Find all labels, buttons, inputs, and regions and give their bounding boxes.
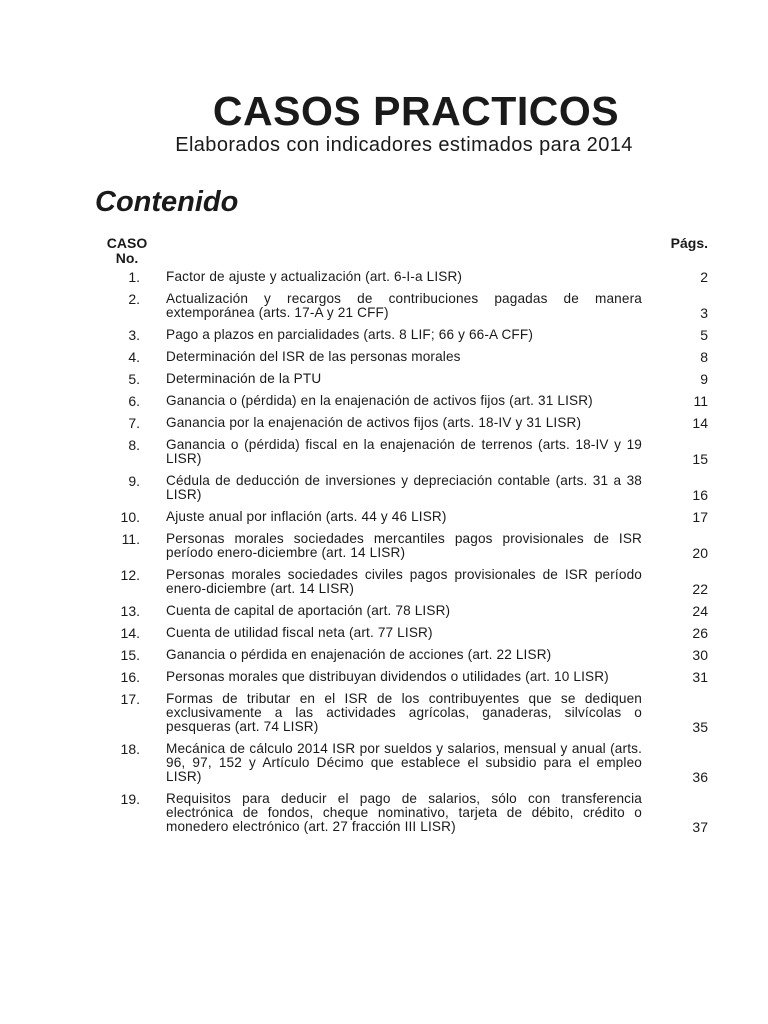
- toc-entry: [100, 474, 708, 502]
- table-of-contents: [100, 270, 708, 842]
- column-header-caso-line2: No.: [115, 250, 139, 266]
- column-header-caso: [96, 236, 158, 266]
- toc-entry: [100, 792, 708, 834]
- toc-entry: [100, 438, 708, 466]
- toc-entry-title: Determinación de la PTU: [166, 371, 322, 386]
- toc-entry: [100, 416, 708, 430]
- toc-entry: [100, 350, 708, 364]
- toc-entry-page: 8: [700, 349, 708, 365]
- toc-entry-page: 17: [692, 509, 708, 525]
- toc-entry-number: 9.: [128, 473, 140, 489]
- toc-entry: [100, 532, 708, 560]
- column-header-caso-line1: CASO: [106, 235, 148, 251]
- toc-entry: [100, 568, 708, 596]
- toc-entry-title: Requisitos para deducir el pago de salarios, sólo con transferencia electrónica de fondos, cheque nominativo, tarjeta de débito, crédito o monedero electrónico (art. 27 fracción III LISR): [166, 791, 642, 834]
- toc-entry-page: 15: [692, 451, 708, 467]
- toc-entry-number: 13.: [120, 603, 140, 619]
- toc-entry: [100, 742, 708, 784]
- toc-entry: [100, 692, 708, 734]
- toc-entry: [100, 604, 708, 618]
- toc-entry-number: 15.: [120, 647, 140, 663]
- toc-entry-title: Cuenta de utilidad fiscal neta (art. 77 LISR): [166, 625, 433, 640]
- toc-entry-page: 9: [700, 371, 708, 387]
- toc-entry-title: Cuenta de capital de aportación (art. 78 LISR): [166, 603, 451, 618]
- toc-entry-title: Formas de tributar en el ISR de los contribuyentes que se dediquen exclusivamente a las actividades agrícolas, ganaderas, silvícolas o pesqueras (art. 74 LISR): [166, 691, 642, 734]
- toc-entry-page: 35: [692, 719, 708, 735]
- toc-entry: [100, 626, 708, 640]
- toc-entry-number: 3.: [128, 327, 140, 343]
- toc-entry-number: 8.: [128, 437, 140, 453]
- toc-entry-number: 7.: [128, 415, 140, 431]
- toc-entry-page: 30: [692, 647, 708, 663]
- toc-entry-number: 17.: [120, 691, 140, 707]
- toc-entry-page: 14: [692, 415, 708, 431]
- toc-entry-number: 6.: [128, 393, 140, 409]
- toc-entry-title: Factor de ajuste y actualización (art. 6-I-a LISR): [166, 269, 463, 284]
- toc-entry: [100, 270, 708, 284]
- page-subtitle: Elaborados con indicadores estimados para 2014: [175, 134, 633, 156]
- toc-entry-page: 11: [693, 393, 708, 409]
- toc-entry-page: 24: [692, 603, 708, 619]
- toc-entry-page: 31: [692, 669, 708, 685]
- toc-entry-number: 19.: [120, 791, 140, 807]
- toc-entry-page: 20: [692, 545, 708, 561]
- toc-entry-page: 3: [700, 305, 708, 321]
- section-title: Contenido: [95, 186, 239, 218]
- toc-entry: [100, 648, 708, 662]
- toc-entry-page: 26: [692, 625, 708, 641]
- toc-entry-page: 16: [692, 487, 708, 503]
- toc-entry-number: 18.: [120, 741, 140, 757]
- toc-entry-page: 37: [692, 819, 708, 835]
- toc-entry-number: 1.: [128, 269, 140, 285]
- toc-entry: [100, 328, 708, 342]
- toc-entry-title: Personas morales sociedades mercantiles pagos provisionales de ISR período enero-diciembre (art. 14 LISR): [166, 531, 642, 560]
- toc-entry-title: Mecánica de cálculo 2014 ISR por sueldos y salarios, mensual y anual (arts. 96, 97, 152 y Artículo Décimo que establece el subsidio para el empleo LISR): [166, 741, 642, 784]
- toc-entry: [100, 670, 708, 684]
- toc-entry: [100, 394, 708, 408]
- toc-entry-title: Ajuste anual por inflación (arts. 44 y 46 LISR): [166, 509, 447, 524]
- toc-entry-title: Actualización y recargos de contribuciones pagadas de manera extemporánea (arts. 17-A y 21 CFF): [166, 291, 642, 320]
- toc-entry-title: Personas morales que distribuyan dividendos o utilidades (art. 10 LISR): [166, 669, 609, 684]
- toc-entry-title: Determinación del ISR de las personas morales: [166, 349, 461, 364]
- toc-entry: [100, 510, 708, 524]
- toc-entry-title: Personas morales sociedades civiles pagos provisionales de ISR período enero-diciembre (art. 14 LISR): [166, 567, 642, 596]
- toc-entry-number: 16.: [120, 669, 140, 685]
- toc-entry-page: 2: [700, 269, 708, 285]
- toc-entry-number: 14.: [120, 625, 140, 641]
- toc-entry-number: 4.: [128, 349, 140, 365]
- column-header-pags: Págs.: [670, 235, 708, 251]
- toc-entry-number: 2.: [128, 291, 140, 307]
- toc-entry-title: Pago a plazos en parcialidades (arts. 8 LIF; 66 y 66-A CFF): [166, 327, 533, 342]
- toc-entry: [100, 292, 708, 320]
- toc-entry-title: Ganancia o pérdida en enajenación de acciones (art. 22 LISR): [166, 647, 552, 662]
- toc-entry-title: Ganancia por la enajenación de activos fijos (arts. 18-IV y 31 LISR): [166, 415, 582, 430]
- toc-entry-number: 11.: [121, 531, 140, 547]
- toc-entry: [100, 372, 708, 386]
- toc-entry-title: Cédula de deducción de inversiones y depreciación contable (arts. 31 a 38 LISR): [166, 473, 642, 502]
- page-title: CASOS PRACTICOS: [212, 88, 620, 134]
- toc-entry-page: 5: [700, 327, 708, 343]
- toc-entry-number: 5.: [128, 371, 140, 387]
- toc-entry-page: 22: [692, 581, 708, 597]
- toc-entry-number: 12.: [120, 567, 140, 583]
- toc-entry-title: Ganancia o (pérdida) fiscal en la enajenación de terrenos (arts. 18-IV y 19 LISR): [166, 437, 642, 466]
- toc-entry-title: Ganancia o (pérdida) en la enajenación de activos fijos (art. 31 LISR): [166, 393, 593, 408]
- toc-entry-page: 36: [692, 769, 708, 785]
- toc-entry-number: 10.: [120, 509, 140, 525]
